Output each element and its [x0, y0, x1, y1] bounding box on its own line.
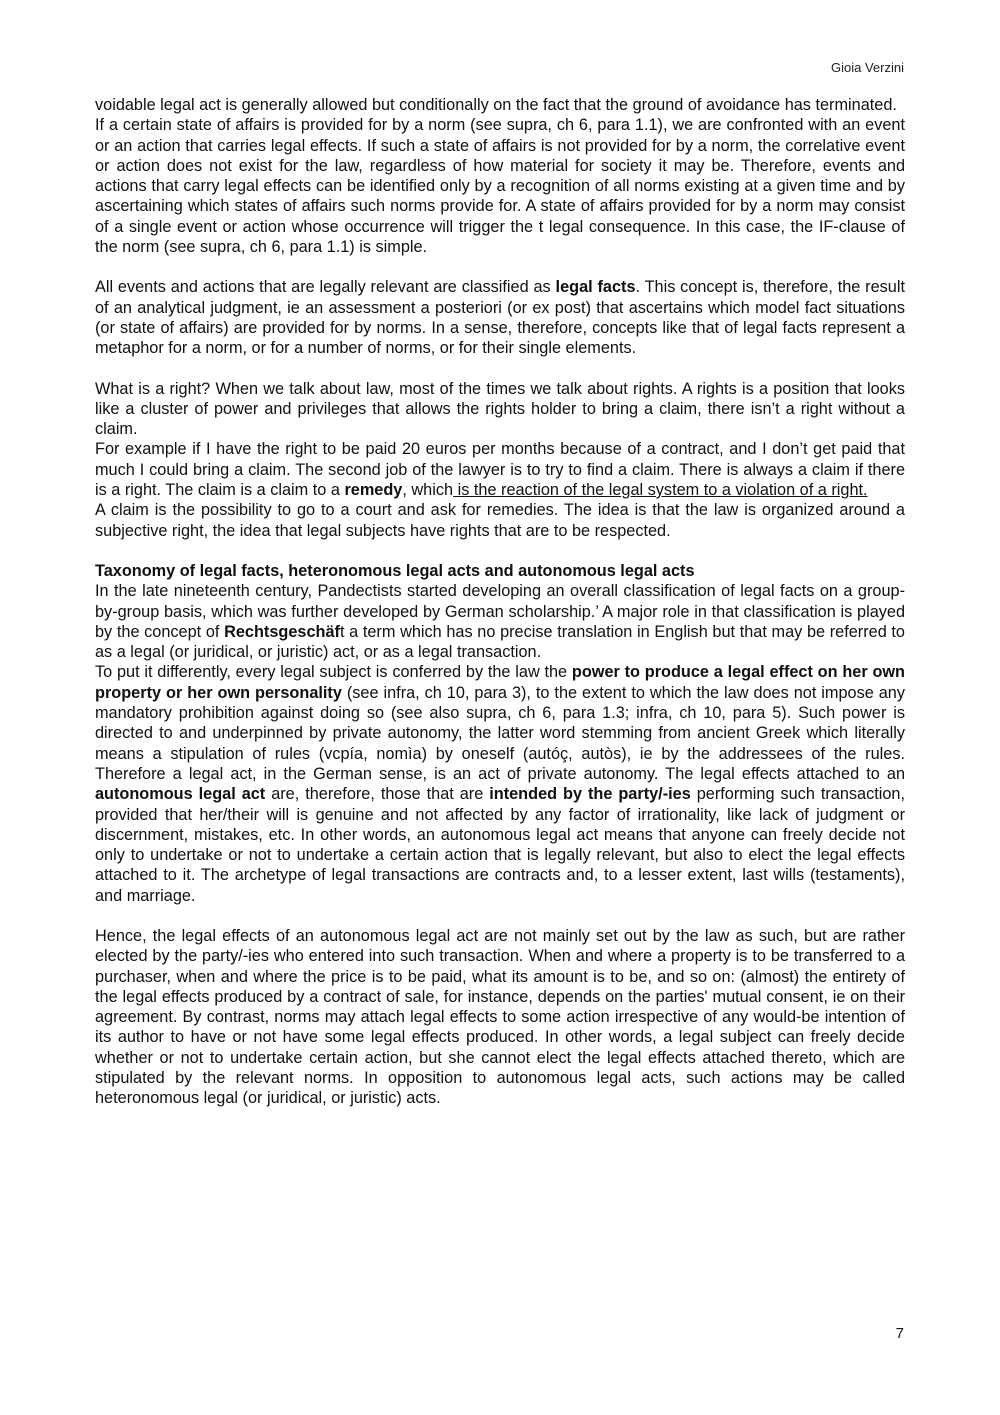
page-header-author: Gioia Verzini	[831, 60, 904, 75]
paragraph-6: A claim is the possibility to go to a court and ask for remedies. The idea is that the law is organized around a subjective right, the idea that legal subjects have rights that are to be respected.	[95, 501, 905, 540]
section-heading: Taxonomy of legal facts, heteronomous legal acts and autonomous legal acts	[95, 561, 695, 580]
paragraph-5: For example if I have the right to be paid 20 euros per months because of a contract, and I don’t get paid that much I could bring a claim. The second job of the lawyer is to try to find a claim. There is always a claim if there is a right. The claim is a claim to a remedy, which is the reaction of the legal system to a violation of a right.	[95, 440, 905, 500]
term-intended-by-party: intended by the party/-ies	[489, 785, 691, 804]
paragraph-9: Hence, the legal effects of an autonomous legal act are not mainly set out by the law as such, but are rather elected by the party/-ies who entered into such transaction. When and where a property is to be transferred to a purchaser, when and where the price is to be paid, what its amount is to be, and so on: (almost) the entirety of the legal effects produced by a contract of sale, for instance, depends on the parties' mutual consent, ie on their agreement. By contrast, norms may attach legal effects to some action irrespective of any would-be intention of its author to have or not have some legal effects produced. In other words, a legal subject can freely decide whether or not to undertake certain action, but she cannot elect the legal effects attached thereto, which are stipulated by the relevant norms. In opposition to autonomous legal acts, such actions may be called heteronomous legal (or juridical, or juristic) acts.	[95, 926, 905, 1108]
underlined-definition: is the reaction of the legal system to a violation of a right.	[453, 481, 868, 500]
paragraph-1: voidable legal act is generally allowed but conditionally on the fact that the ground of avoidance has terminated.	[95, 96, 897, 114]
term-legal-facts: legal facts	[555, 278, 636, 297]
paragraph-4: What is a right? When we talk about law, most of the times we talk about rights. A rights is a position that looks like a cluster of power and privileges that allows the rights holder to bring a claim, there isn’t a right without a claim.	[95, 379, 905, 439]
page-number: 7	[895, 1325, 904, 1342]
term-remedy: remedy	[344, 481, 403, 500]
paragraph-2: If a certain state of affairs is provided for by a norm (see supra, ch 6, para 1.1), we are confronted with an event or an action that carries legal effects. If such a state of affairs is not provided for by a norm, the correlative event or action does not exist for the law, regardless of how material for society it may be. Therefore, events and actions that carry legal effects can be identified only by a recognition of all norms existing at a given time and by ascertaining which states of affairs such norms provide for. A state of affairs provided for by a norm may consist of a single event or action whose occurrence will trigger the t legal consequence. In this case, the IF-clause of the norm (see supra, ch 6, para 1.1) is simple.	[95, 116, 905, 257]
term-power-to-produce: power to produce a legal effect on her own property or her own personality	[95, 663, 905, 702]
term-rechtsgeschaft: Rechtsgeschäf	[224, 622, 340, 641]
paragraph-7: In the late nineteenth century, Pandectists started developing an overall classification of legal facts on a group-by-group basis, which was further developed by German scholarship.’ A major role in that classification is played by the concept of Rechtsgeschäft a term which has no precise translation in English but that may be referred to as a legal (or juridical, or juristic) act, or as a legal transaction.	[95, 582, 905, 662]
paragraph-8: To put it differently, every legal subject is conferred by the law the power to produce a legal effect on her own property or her own personality (see infra, ch 10, para 3), to the extent to which the law does not impose any mandatory prohibition against doing so (see also supra, ch 6, para 1.3; infra, ch 10, para 5). Such power is directed to and underpinned by private autonomy, the latter word stemming from ancient Greek which literally means a stipulation of rules (vcpía, nomìa) by oneself (autóç, autòs), ie by the addressees of the rules. Therefore a legal act, in the German sense, is an act of private autonomy. The legal effects attached to an autonomous legal act are, therefore, those that are intended by the party/-ies performing such transaction, provided that her/their will is genuine and not affected by any factor of irrationality, like lack of judgment or discernment, mistakes, etc. In other words, an autonomous legal act means that anyone can freely decide not only to undertake or not to undertake a certain action that is legally relevant, but also to elect the legal effects attached to it. The archetype of legal transactions are contracts and, to a lesser extent, last wills (testaments), and marriage.	[95, 663, 905, 905]
paragraph-3: All events and actions that are legally relevant are classified as legal facts. This concept is, therefore, the result of an analytical judgment, ie an assessment a posteriori (or ex post) that ascertains which model fact situations (or state of affairs) are provided for by norms. In a sense, therefore, concepts like that of legal facts represent a metaphor for a norm, or for a number of norms, or for their single elements.	[95, 278, 905, 358]
document-body	[95, 95, 905, 1109]
term-autonomous-legal-act: autonomous legal act	[95, 785, 266, 804]
